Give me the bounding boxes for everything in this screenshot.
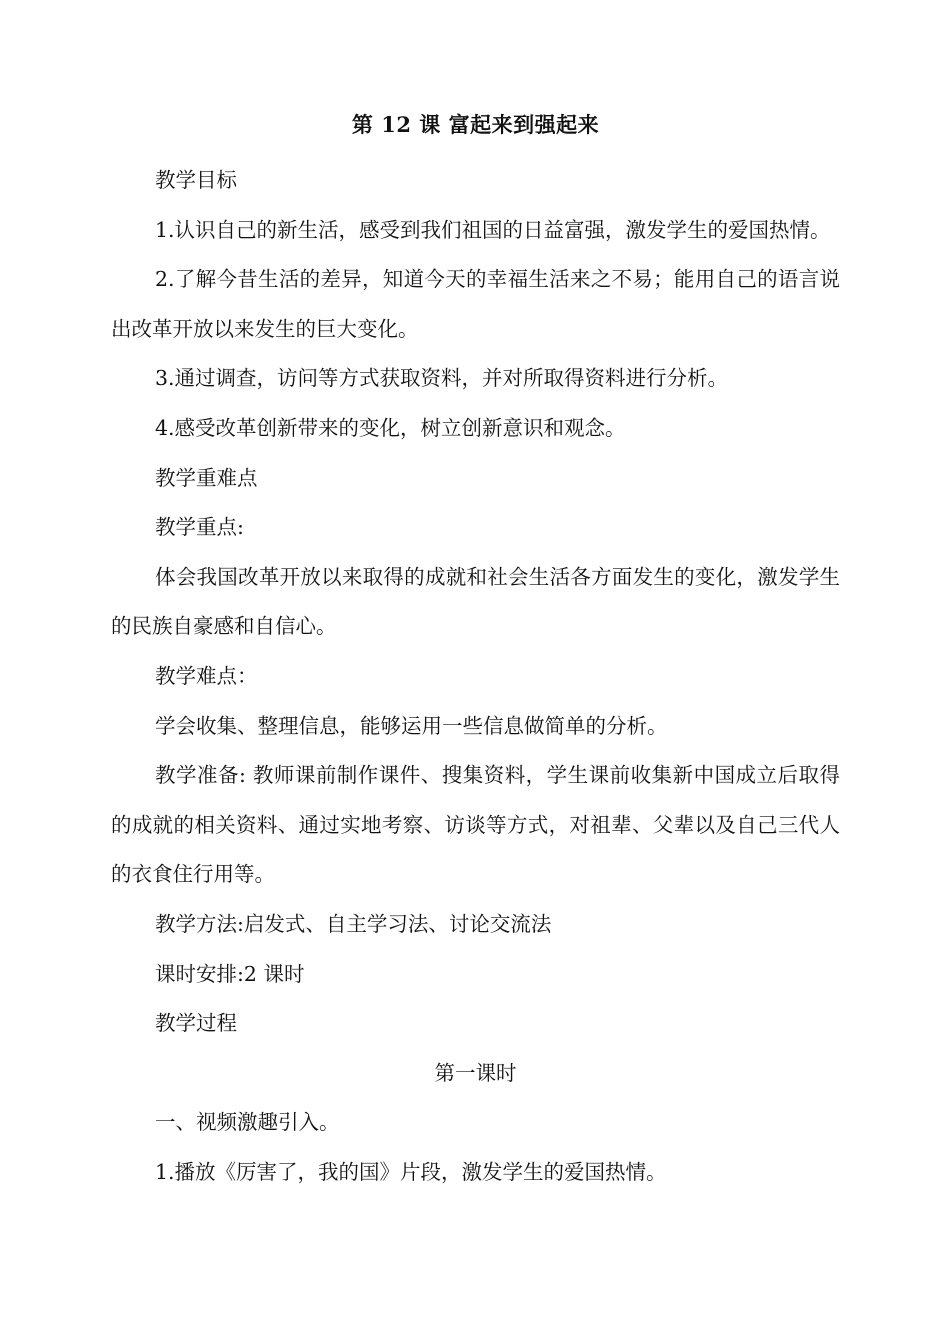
methods-text: 教学方法:启发式、自主学习法、讨论交流法: [155, 911, 552, 936]
difficult-points-text: 学会收集、整理信息，能够运用一些信息做简单的分析。: [155, 713, 668, 738]
schedule-text: 课时安排:2 课时: [155, 961, 305, 986]
difficult-points-label: 教学难点：: [155, 663, 258, 688]
objective-item-1: 1.认识自己的新生活，感受到我们祖国的日益富强，激发学生的爱国热情。: [155, 217, 831, 242]
section-heading-process: 教学过程: [155, 1011, 237, 1036]
key-points-label: 教学重点:: [155, 515, 244, 540]
lesson-title: 第 12 课 富起来到强起来: [351, 112, 600, 137]
step-heading-1: 一、视频激趣引入。: [155, 1110, 340, 1135]
section-heading-key-difficult: 教学重难点: [155, 465, 258, 490]
objective-item-2: 2.了解今昔生活的差异，知道今天的幸福生活来之不易；能用自己的语言说出改革开放以来发生的巨大变化。: [111, 267, 840, 341]
objective-item-4: 4.感受改革创新带来的变化，树立创新意识和观念。: [155, 415, 626, 440]
step-item-1: 1.播放《厉害了，我的国》片段，激发学生的爱国热情。: [155, 1159, 667, 1184]
key-points-text: 体会我国改革开放以来取得的成就和社会生活各方面发生的变化，激发学生的民族自豪感和自信心。: [111, 564, 840, 639]
objective-item-3: 3.通过调查，访问等方式获取资料，并对所取得资料进行分析。: [155, 366, 729, 391]
section-heading-objectives: 教学目标: [155, 168, 237, 192]
first-lesson-heading: 第一课时: [434, 1060, 517, 1085]
preparation-text: 教学准备: 教师课前制作课件、搜集资料，学生课前收集新中国成立后取得的成就的相关资料、通过实地考察、访谈等方式，对祖辈、父辈以及自己三代人的衣食住行用等。: [111, 763, 840, 887]
document-body: [111, 106, 840, 1197]
